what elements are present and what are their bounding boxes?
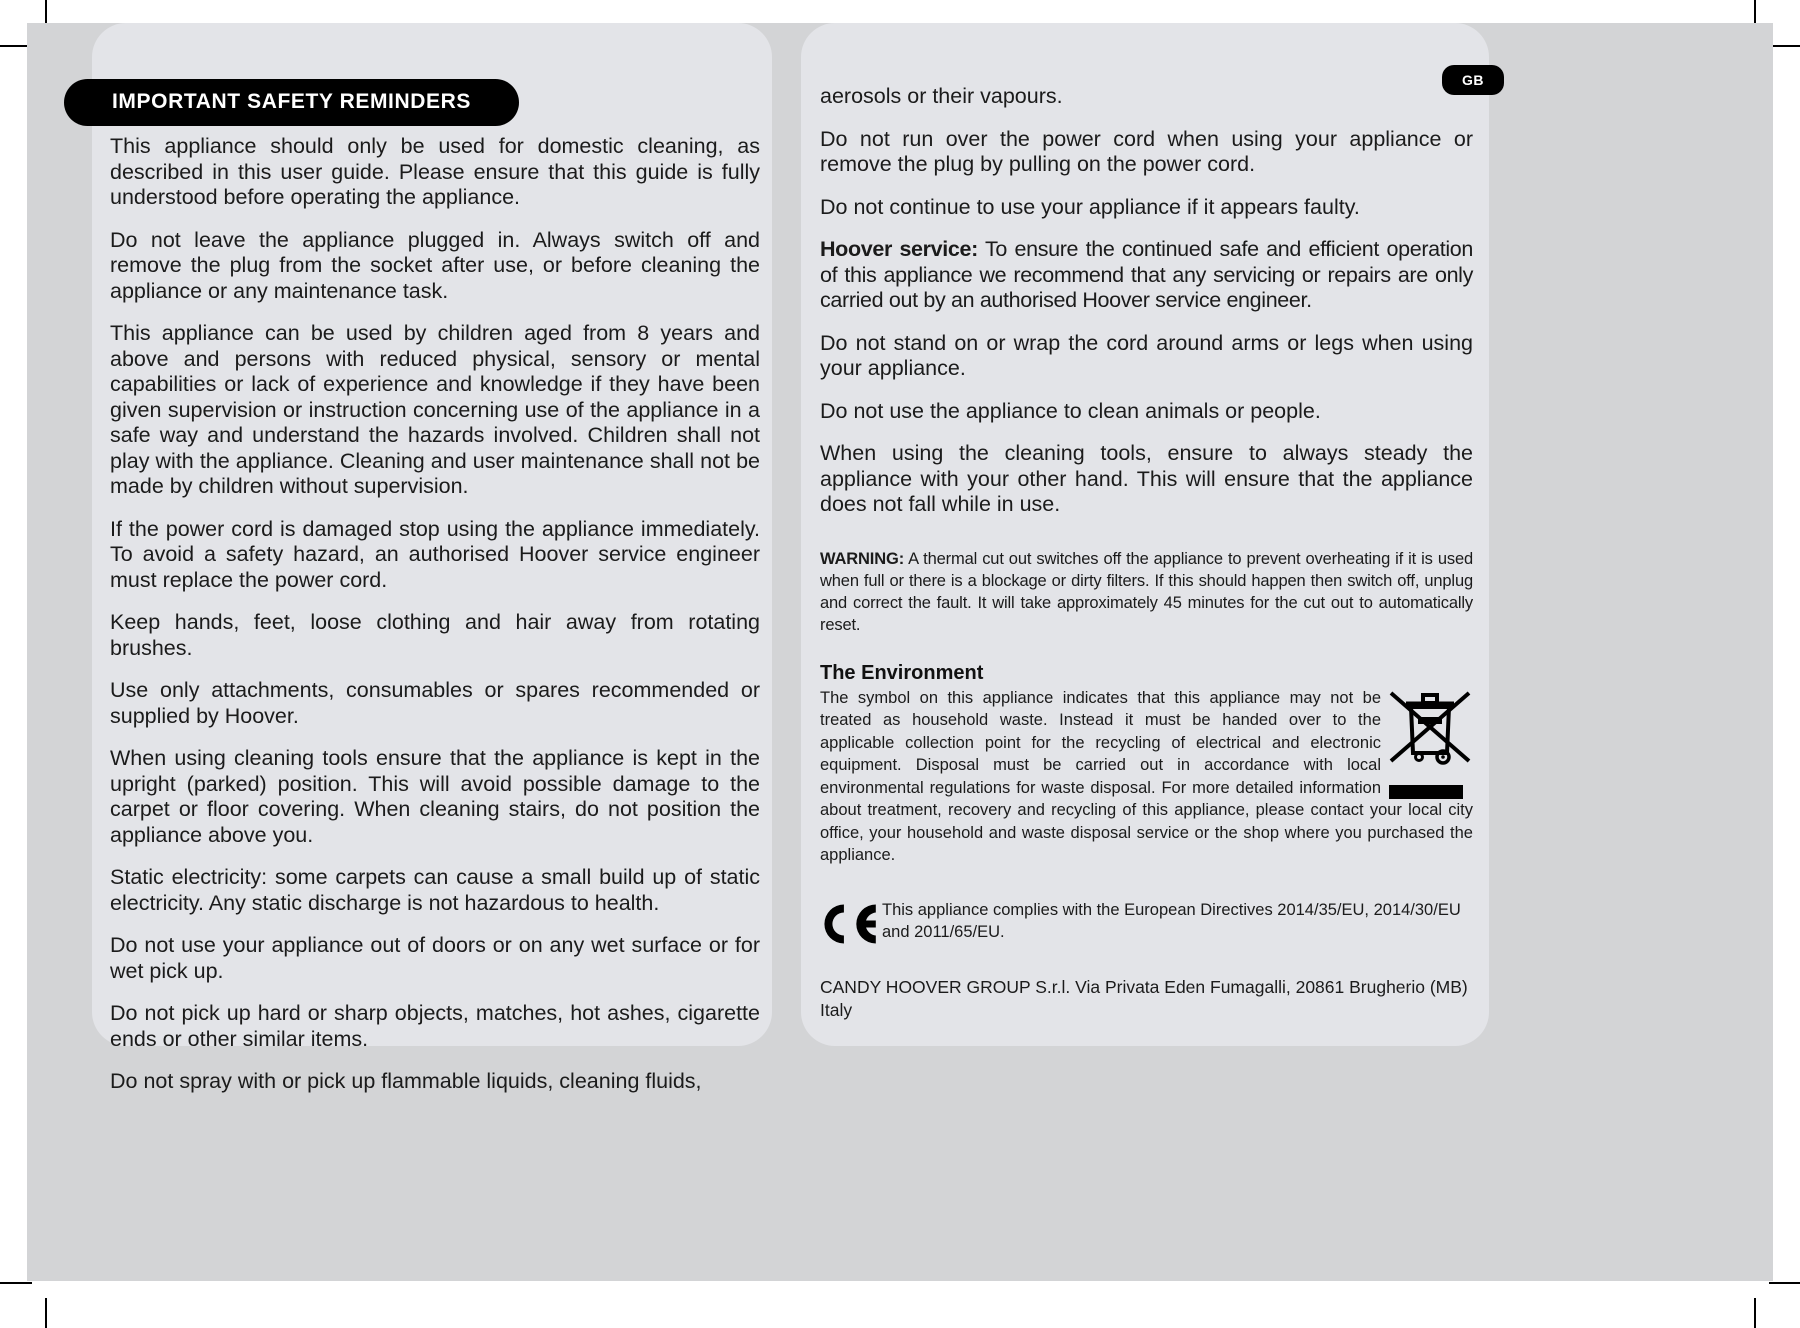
environment-body: [820, 687, 1473, 867]
crop-mark-bottom-left-horizontal: [0, 1282, 32, 1284]
safety-paragraph: Keep hands, feet, loose clothing and hair away from rotating brushes.: [110, 610, 760, 660]
section-title-banner: [64, 79, 519, 126]
crop-mark-bottom-right-vertical: [1754, 1298, 1756, 1328]
safety-paragraph: Do not use your appliance out of doors or on any wet surface or for wet pick up.: [110, 933, 760, 983]
safety-paragraph: When using cleaning tools ensure that the appliance is kept in the upright (parked) position. This will avoid possible damage to the carpet or floor covering. When cleaning stairs, do not position the appliance above you.: [110, 746, 760, 847]
environment-text: The symbol on this appliance indicates that this appliance may not be treated as household waste. Instead it must be handed over to the applicable collection point for the recycling of electrical and electronic equipment. Disposal must be carried out in accordance with local environmental regulations for waste disposal. For more detailed information about treatment, recovery and recycling of this appliance, please contact your local city office, your household and waste disposal service or the shop where you purchased the appliance.: [820, 688, 1473, 864]
safety-paragraph: Do not leave the appliance plugged in. Always switch off and remove the plug from the socket after use, or before cleaning the appliance or any maintenance task.: [110, 227, 760, 303]
environment-heading: The Environment: [820, 661, 984, 684]
warning-paragraph: [820, 548, 1473, 636]
crop-mark-top-right-horizontal: [1769, 45, 1800, 47]
company-address: CANDY HOOVER GROUP S.r.l. Via Privata Eden Fumagalli, 20861 Brugherio (MB) Italy: [820, 976, 1468, 1020]
safety-paragraph: Static electricity: some carpets can cause a small build up of static electricity. Any static discharge is not hazardous to health.: [110, 865, 760, 915]
hoover-service-text: To ensure the continued safe and efficient operation of this appliance we recommend that any servicing or repairs are only carried out by an authorised Hoover service engineer.: [820, 237, 1473, 312]
hoover-service-label: Hoover service:: [820, 237, 978, 261]
safety-paragraph: Do not pick up hard or sharp objects, matches, hot ashes, cigarette ends or other similar items.: [110, 1001, 760, 1051]
crop-mark-bottom-left-vertical: [45, 1298, 47, 1328]
hoover-service-paragraph: [820, 237, 1473, 314]
safety-paragraph: This appliance should only be used for domestic cleaning, as described in this user guide. Please ensure that this guide is fully understood before operating the appliance.: [110, 134, 760, 209]
warning-block: [820, 548, 1473, 636]
ce-compliance-text: This appliance complies with the European Directives 2014/35/EU, 2014/30/EU and 2011/65/EU.: [882, 900, 1461, 941]
ce-mark-icon: [820, 899, 882, 949]
safety-paragraph-continuation: aerosols or their vapours.: [820, 84, 1063, 108]
crop-mark-bottom-right-horizontal: [1769, 1282, 1800, 1284]
safety-paragraph: Do not run over the power cord when using your appliance or remove the plug by pulling on the power cord.: [820, 126, 1473, 176]
environment-block: [820, 662, 1473, 867]
safety-paragraph: Do not continue to use your appliance if it appears faulty.: [820, 194, 1360, 219]
weee-symbol-container: [1389, 687, 1473, 791]
safety-paragraph: Do not stand on or wrap the cord around arms or legs when using your appliance.: [820, 330, 1473, 380]
safety-paragraph: Use only attachments, consumables or spares recommended or supplied by Hoover.: [110, 678, 760, 728]
crossed-out-wheelie-bin-icon: [1389, 687, 1473, 775]
weee-black-bar: [1389, 785, 1463, 799]
ce-compliance-block: [820, 897, 1473, 949]
warning-text: A thermal cut out switches off the appliance to prevent overheating if it is used when full or there is a blockage or dirty filters. If this should happen then switch off, unplug and correct the fault. It will take approximately 45 minutes for the cut out to automatically reset.: [820, 549, 1473, 634]
safety-paragraph: Do not use the appliance to clean animals or people.: [820, 398, 1321, 423]
language-badge-text: GB: [1462, 72, 1484, 88]
left-text-column: [110, 134, 760, 1095]
safety-paragraph: When using the cleaning tools, ensure to always steady the appliance with your other hand. This will ensure that the appliance does not fall while in use.: [820, 441, 1473, 516]
right-text-column: [820, 84, 1473, 1022]
warning-label: WARNING:: [820, 549, 905, 568]
section-title-text: IMPORTANT SAFETY REMINDERS: [112, 90, 472, 113]
safety-paragraph-continued: Do not spray with or pick up flammable liquids, cleaning fluids,: [110, 1069, 702, 1093]
safety-paragraph: If the power cord is damaged stop using the appliance immediately. To avoid a safety hazard, an authorised Hoover service engineer must replace the power cord.: [110, 516, 760, 592]
safety-paragraph: This appliance can be used by children aged from 8 years and above and persons with reduced physical, sensory or mental capabilities or lack of experience and knowledge if they have been given supervision or instruction concerning use of the appliance in a safe way and understand the hazards involved. Children shall not play with the appliance. Cleaning and user maintenance shall not be made by children without supervision.: [110, 321, 760, 498]
